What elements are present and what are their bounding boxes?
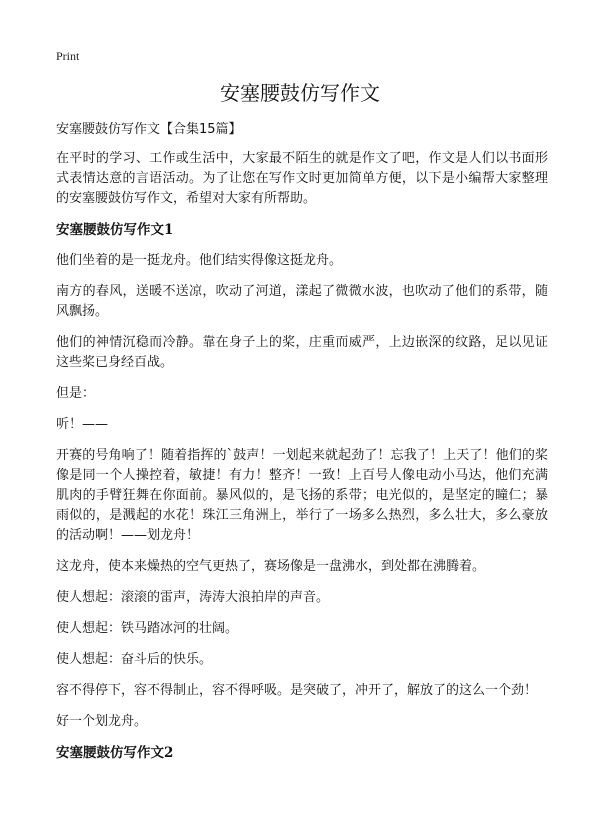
section-heading-2: 安塞腰鼓仿写作文2	[56, 745, 174, 761]
paragraph: 听！——	[56, 417, 109, 432]
print-label: Print	[56, 49, 80, 63]
document-subtitle: 安塞腰鼓仿写作文【合集15篇】	[56, 122, 242, 137]
paragraph: 这龙舟，使本来燥热的空气更热了，赛场像是一盘沸水，到处都在沸腾着。	[56, 559, 486, 574]
paragraph: 好一个划龙舟。	[56, 714, 148, 729]
section-heading-1: 安塞腰鼓仿写作文1	[56, 222, 174, 238]
paragraph: 容不得停下，容不得制止，容不得呼吸。是突破了，冲开了，解放了的这么一个劲！	[56, 683, 538, 698]
paragraph: 开赛的号角响了！随着指挥的`鼓声！一划起来就起劲了！忘我了！上天了！他们的桨像是同一个人操控着，敏捷！有力！整齐！一致！上百号人像电动小马达，他们充满肌肉的手臂狂舞在你面前。暴风似的，是飞扬的系带；电光似的，是坚定的瞳仁；暴雨似的，是溅起的水花！珠江三角洲上，举行了一场多么热烈，多么壮大，多么豪放的活动啊！——划龙舟！	[56, 448, 548, 543]
paragraph: 他们的神情沉稳而冷静。靠在身子上的桨，庄重而威严，上边嵌深的纹路，足以见证这些桨已身经百战。	[56, 335, 548, 370]
paragraph: 但是：	[56, 386, 96, 401]
paragraph: 使人想起：奋斗后的快乐。	[56, 652, 213, 667]
paragraph: 使人想起：滚滚的雷声，涛涛大浪拍岸的声音。	[56, 590, 330, 605]
document-body	[56, 120, 548, 774]
paragraph: 他们坐着的是一挺龙舟。他们结实得像这挺龙舟。	[56, 253, 343, 268]
intro-paragraph: 在平时的学习、工作或生活中，大家最不陌生的就是作文了吧，作文是人们以书面形式表情达意的言语活动。为了让您在写作文时更加简单方便，以下是小编帮大家整理的安塞腰鼓仿写作文，希望对大家有所帮助。	[56, 151, 548, 206]
paragraph: 使人想起：铁马踏冰河的壮阔。	[56, 621, 239, 636]
paragraph: 南方的春风，送暖不送凉，吹动了河道，漾起了微微水波，也吹动了他们的系带，随风飘扬。	[56, 284, 548, 319]
document-title: 安塞腰鼓仿写作文	[220, 81, 380, 105]
